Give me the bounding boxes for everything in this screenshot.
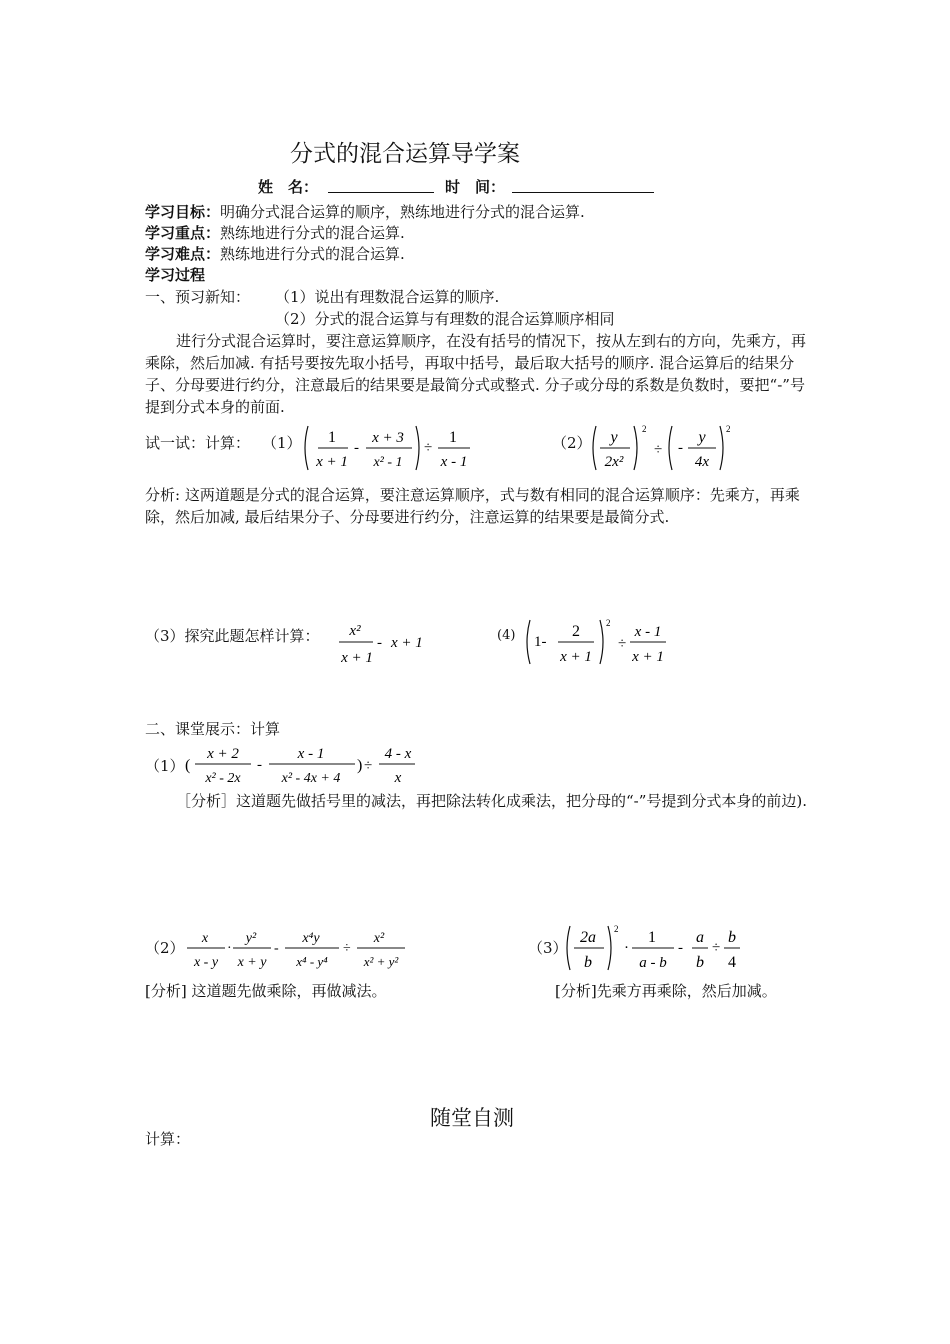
svg-text:x⁴y: x⁴y (302, 931, 320, 946)
preview-paragraph: 进行分式混合运算时，要注意运算顺序，在没有括号的情况下，按从左到右的方向，先乘方，再乘除，然后加减. 有括号要按先取小括号，再取中括号，最后取大括号的顺序. 混合运算后的结果分子、分母要进行约分，注意最后的结果要是最简分式或整式. 分子或分母的系数是负数时，要把“-”号提到分式本身的前面. (145, 332, 807, 416)
svg-text:÷: ÷ (654, 442, 663, 458)
svg-text:·: · (227, 941, 232, 956)
svg-text:÷: ÷ (364, 758, 373, 774)
explore-problem-3-label: （3）探究此题怎样计算： (145, 627, 320, 645)
classroom-heading: 二、课堂展示：计算 (145, 720, 281, 738)
svg-text:x - y: x - y (193, 955, 219, 970)
svg-text:x + 1: x + 1 (560, 649, 592, 665)
svg-text:x⁴ - y⁴: x⁴ - y⁴ (296, 954, 328, 969)
svg-text:1: 1 (328, 429, 336, 446)
objective-row (145, 201, 585, 223)
svg-text:x + 1: x + 1 (341, 650, 373, 666)
svg-text:x + 1: x + 1 (391, 635, 423, 651)
svg-text:b: b (584, 954, 592, 971)
classroom-problem-1-label: （1） (145, 757, 185, 775)
svg-text:2: 2 (726, 424, 731, 434)
svg-text:x²: x² (373, 931, 385, 946)
svg-text:x² + y²: x² + y² (363, 954, 399, 969)
svg-text:÷: ÷ (343, 941, 351, 956)
try-label: 试一试：计算： (145, 434, 251, 452)
explore-problem-4-label: (4) (497, 628, 516, 643)
svg-text:x + 3: x + 3 (372, 430, 404, 446)
classroom-problem-3-formula (562, 920, 752, 976)
classroom-problem-2-formula (183, 922, 413, 974)
svg-text:-: - (678, 940, 683, 956)
svg-text:÷: ÷ (618, 636, 627, 652)
quiz-label: 计算： (145, 1130, 191, 1148)
svg-text:x²: x² (349, 623, 361, 639)
svg-text:y: y (610, 429, 618, 446)
svg-text:x² - 1: x² - 1 (373, 455, 403, 470)
svg-text:x: x (201, 931, 209, 946)
classroom-problem-3-label: （3） (528, 939, 568, 957)
svg-text:(: ( (185, 757, 191, 774)
page-title: 分式的混合运算导学案 (290, 141, 520, 167)
svg-text:b: b (728, 929, 736, 946)
try-problem-2-formula (588, 420, 738, 478)
explore-problem-4-formula (522, 614, 672, 670)
svg-text:÷: ÷ (424, 440, 433, 456)
key-point-row (145, 222, 405, 244)
svg-text:-: - (377, 635, 382, 651)
svg-text:-: - (354, 440, 359, 456)
svg-text:1-: 1- (534, 634, 547, 650)
svg-text:x² - 4x + 4: x² - 4x + 4 (281, 771, 341, 786)
explore-problem-3-formula (335, 615, 435, 671)
time-label: 时 间： (445, 178, 506, 196)
key-point-label: 学习重点： (145, 224, 221, 242)
svg-text:x: x (394, 770, 402, 786)
svg-text:2: 2 (614, 924, 619, 934)
svg-text:a: a (696, 929, 704, 946)
svg-text:2x²: 2x² (604, 454, 624, 470)
svg-text:x + 1: x + 1 (632, 649, 664, 665)
preview-item-1: （1）说出有理数混合运算的顺序. (275, 288, 500, 306)
svg-text:x² - 2x: x² - 2x (205, 771, 241, 786)
difficulty-row (145, 243, 405, 265)
svg-text:2: 2 (606, 618, 611, 628)
svg-text:x + 1: x + 1 (316, 454, 348, 470)
svg-text:x + y: x + y (237, 955, 267, 970)
classroom-analysis-1: ［分析］这道题先做括号里的减法，再把除法转化成乘法，把分母的“-”号提到分式本身的前边). (176, 792, 808, 810)
try-problem-1-formula (300, 420, 480, 476)
svg-text:2: 2 (572, 623, 580, 640)
difficulty-text: 熟练地进行分式的混合运算. (220, 245, 405, 263)
svg-text:2: 2 (642, 424, 647, 434)
process-heading: 学习过程 (145, 266, 206, 284)
svg-text:x + 2: x + 2 (207, 746, 239, 762)
svg-text:1: 1 (449, 429, 457, 446)
quiz-heading: 随堂自测 (430, 1106, 514, 1130)
name-label: 姓 名： (258, 178, 319, 196)
svg-text:y²: y² (245, 931, 257, 946)
svg-text:4: 4 (728, 954, 736, 971)
try-problem-1-label: （1） (262, 434, 302, 452)
classroom-problem-2-label: （2） (145, 939, 185, 957)
svg-text:1: 1 (648, 929, 656, 946)
svg-text:x - 1: x - 1 (297, 746, 325, 762)
name-blank[interactable] (328, 178, 434, 193)
svg-text:b: b (696, 954, 704, 971)
time-blank[interactable] (512, 178, 654, 193)
svg-text:-: - (274, 941, 279, 956)
svg-text:a - b: a - b (639, 955, 667, 971)
key-point-text: 熟练地进行分式的混合运算. (220, 224, 405, 242)
objective-label: 学习目标： (145, 203, 221, 221)
preview-item-2: （2）分式的混合运算与有理数的混合运算顺序相同 (275, 310, 615, 328)
svg-text:2a: 2a (580, 929, 596, 946)
classroom-analysis-3: [分析]先乘方再乘除，然后加减。 (555, 982, 777, 1000)
try-problem-2-label: （2） (552, 434, 592, 452)
svg-text:4x: 4x (694, 454, 710, 470)
svg-text:): ) (357, 757, 363, 774)
try-analysis: 分析: 这两道题是分式的混合运算，要注意运算顺序，式与数有相同的混合运算顺序：先乘方，再乘除，然后加减, 最后结果分子、分母要进行约分，注意运算的结果要是最简分式. (145, 486, 800, 526)
svg-text:-: - (678, 440, 683, 456)
svg-text:·: · (624, 940, 629, 956)
preview-label: 一、预习新知： (145, 288, 251, 306)
svg-text:x - 1: x - 1 (634, 624, 662, 640)
difficulty-label: 学习难点： (145, 245, 221, 263)
classroom-analysis-2: [分析] 这道题先做乘除，再做减法。 (145, 982, 387, 1000)
classroom-problem-1-formula (183, 740, 423, 792)
svg-text:÷: ÷ (712, 940, 721, 956)
svg-text:x - 1: x - 1 (440, 454, 468, 470)
svg-text:y: y (698, 429, 706, 446)
objective-text: 明确分式混合运算的顺序，熟练地进行分式的混合运算. (220, 203, 585, 221)
svg-text:4 - x: 4 - x (384, 746, 412, 762)
svg-text:-: - (257, 757, 262, 773)
